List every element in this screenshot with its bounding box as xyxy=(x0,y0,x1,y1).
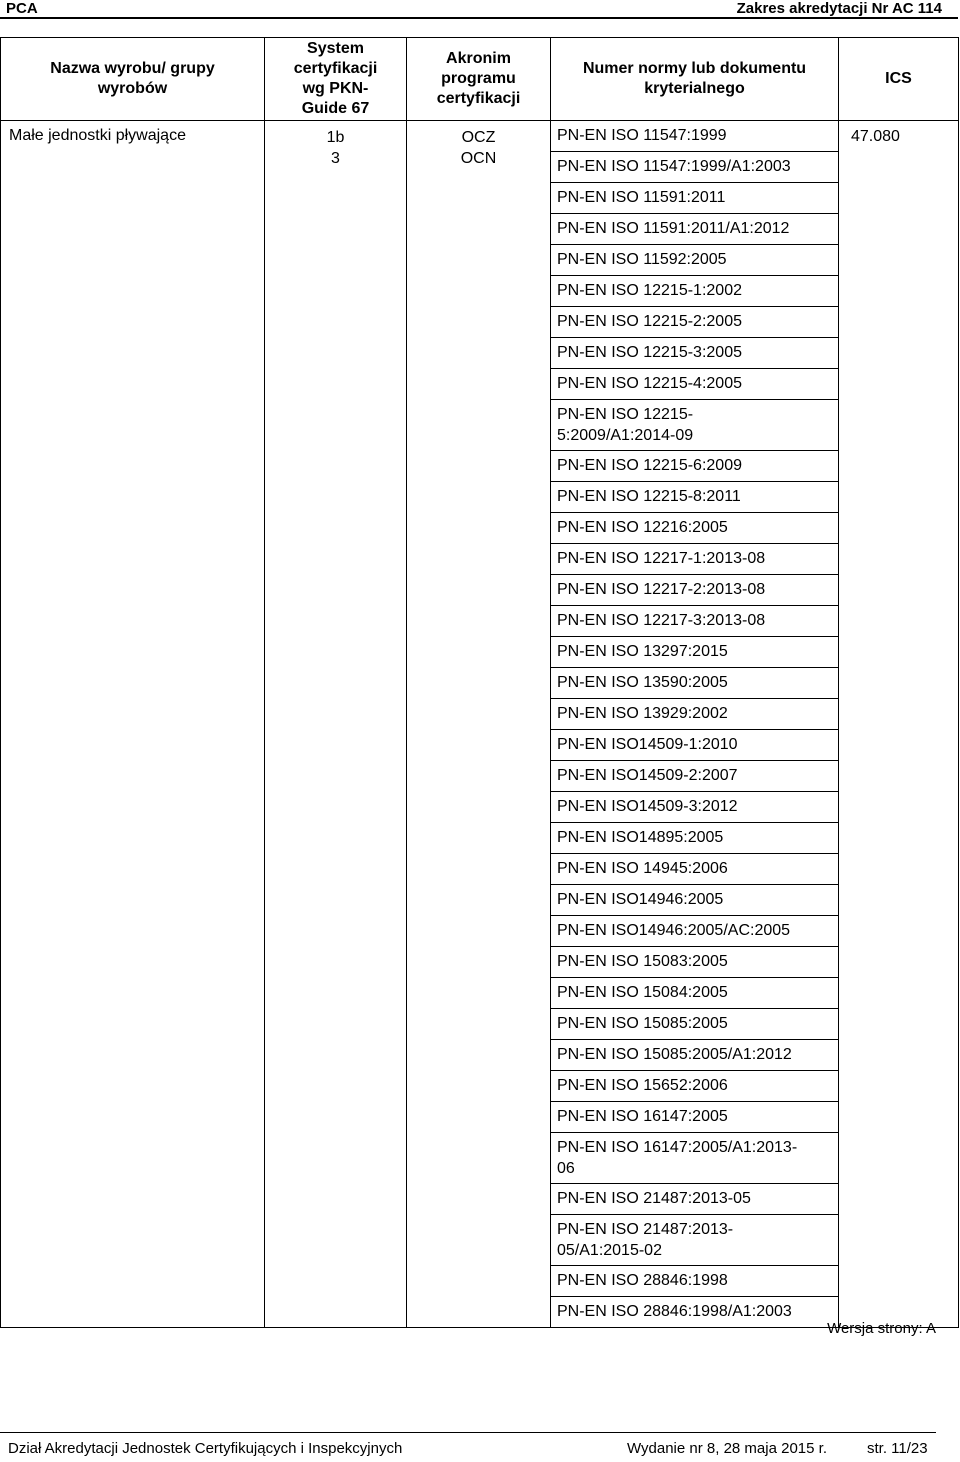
standard-item xyxy=(551,1133,838,1184)
product-name: Małe jednostki pływające xyxy=(1,121,265,1328)
standard-item: PN-EN ISO 11592:2005 xyxy=(551,245,838,276)
standard-item xyxy=(551,1215,838,1266)
system-cell xyxy=(265,121,407,1328)
header-program xyxy=(407,38,551,121)
program-value: OCN xyxy=(460,150,497,167)
page-version: Wersja strony: A xyxy=(827,1320,936,1337)
standard-item: PN-EN ISO14895:2005 xyxy=(551,823,838,854)
program-cell xyxy=(407,121,551,1328)
header-program-line: certyfikacji xyxy=(436,90,521,107)
standard-item: PN-EN ISO 12217-1:2013-08 xyxy=(551,544,838,575)
system-value: 3 xyxy=(331,150,340,167)
system-value: 1b xyxy=(326,129,345,146)
standard-item: PN-EN ISO 11591:2011 xyxy=(551,183,838,214)
standard-line: 05/A1:2015-02 xyxy=(557,1242,662,1259)
standard-item: PN-EN ISO 15085:2005/A1:2012 xyxy=(551,1040,838,1071)
header-program-line: Akronim xyxy=(446,50,511,67)
header-system-line: certyfikacji xyxy=(293,60,378,77)
standard-item: PN-EN ISO 11547:1999 xyxy=(551,121,838,152)
standard-item: PN-EN ISO 15084:2005 xyxy=(551,978,838,1009)
standards-list xyxy=(551,121,838,1327)
header-system xyxy=(265,38,407,121)
standard-item: PN-EN ISO14509-1:2010 xyxy=(551,730,838,761)
standard-item: PN-EN ISO 13590:2005 xyxy=(551,668,838,699)
header-divider xyxy=(0,17,958,19)
standard-line: 5:2009/A1:2014-09 xyxy=(557,427,694,444)
header-ics: ICS xyxy=(839,38,959,121)
header-system-line: System xyxy=(307,40,364,57)
footer-divider xyxy=(0,1432,936,1433)
standard-item: PN-EN ISO 15085:2005 xyxy=(551,1009,838,1040)
standard-item: PN-EN ISO 11591:2011/A1:2012 xyxy=(551,214,838,245)
standard-item: PN-EN ISO14509-3:2012 xyxy=(551,792,838,823)
footer-page-number: str. 11/23 xyxy=(867,1440,928,1457)
standard-item: PN-EN ISO 12215-1:2002 xyxy=(551,276,838,307)
header-system-line: Guide 67 xyxy=(301,100,370,117)
program-value: OCZ xyxy=(461,129,496,146)
standard-item: PN-EN ISO 12217-3:2013-08 xyxy=(551,606,838,637)
standard-item: PN-EN ISO 12215-3:2005 xyxy=(551,338,838,369)
header-scope-title: Zakres akredytacji Nr AC 114 xyxy=(736,0,942,17)
accreditation-table xyxy=(0,37,959,1328)
header-product: Nazwa wyrobu/ grupy wyrobów xyxy=(1,38,265,121)
standard-item: PN-EN ISO14946:2005 xyxy=(551,885,838,916)
standard-item: PN-EN ISO 12215-6:2009 xyxy=(551,451,838,482)
standard-item xyxy=(551,400,838,451)
standard-item: PN-EN ISO 12216:2005 xyxy=(551,513,838,544)
standard-item: PN-EN ISO 12217-2:2013-08 xyxy=(551,575,838,606)
header-org: PCA xyxy=(6,0,38,17)
standard-item: PN-EN ISO14946:2005/AC:2005 xyxy=(551,916,838,947)
standard-item: PN-EN ISO 12215-2:2005 xyxy=(551,307,838,338)
standard-item: PN-EN ISO 16147:2005 xyxy=(551,1102,838,1133)
standard-item: PN-EN ISO14509-2:2007 xyxy=(551,761,838,792)
standard-item: PN-EN ISO 28846:1998/A1:2003 xyxy=(557,1303,792,1320)
standard-line: PN-EN ISO 16147:2005/A1:2013- xyxy=(557,1139,798,1156)
standard-line: PN-EN ISO 21487:2013- xyxy=(557,1221,734,1238)
table-header-row xyxy=(1,38,959,121)
header-program-line: programu xyxy=(441,70,516,87)
table-row xyxy=(1,121,959,1328)
standard-item: PN-EN ISO 14945:2006 xyxy=(551,854,838,885)
standard-item: PN-EN ISO 21487:2013-05 xyxy=(551,1184,838,1215)
standard-item: PN-EN ISO 15083:2005 xyxy=(551,947,838,978)
standard-item: PN-EN ISO 12215-8:2011 xyxy=(551,482,838,513)
standard-line: 06 xyxy=(557,1160,575,1177)
standards-cell xyxy=(551,121,839,1328)
standard-item: PN-EN ISO 28846:1998 xyxy=(551,1266,838,1297)
header-standard: Numer normy lub dokumentu kryterialnego xyxy=(551,38,839,121)
standard-item: PN-EN ISO 13929:2002 xyxy=(551,699,838,730)
standard-item: PN-EN ISO 15652:2006 xyxy=(551,1071,838,1102)
footer-department: Dział Akredytacji Jednostek Certyfikujących i Inspekcyjnych xyxy=(8,1440,403,1457)
ics-code: 47.080 xyxy=(839,121,959,1328)
footer-edition: Wydanie nr 8, 28 maja 2015 r. xyxy=(627,1440,827,1457)
standard-item: PN-EN ISO 12215-4:2005 xyxy=(551,369,838,400)
standard-item: PN-EN ISO 13297:2015 xyxy=(551,637,838,668)
header-system-line: wg PKN- xyxy=(302,80,369,97)
standard-line: PN-EN ISO 12215- xyxy=(557,406,694,423)
page-header xyxy=(0,0,960,17)
standard-item: PN-EN ISO 11547:1999/A1:2003 xyxy=(551,152,838,183)
